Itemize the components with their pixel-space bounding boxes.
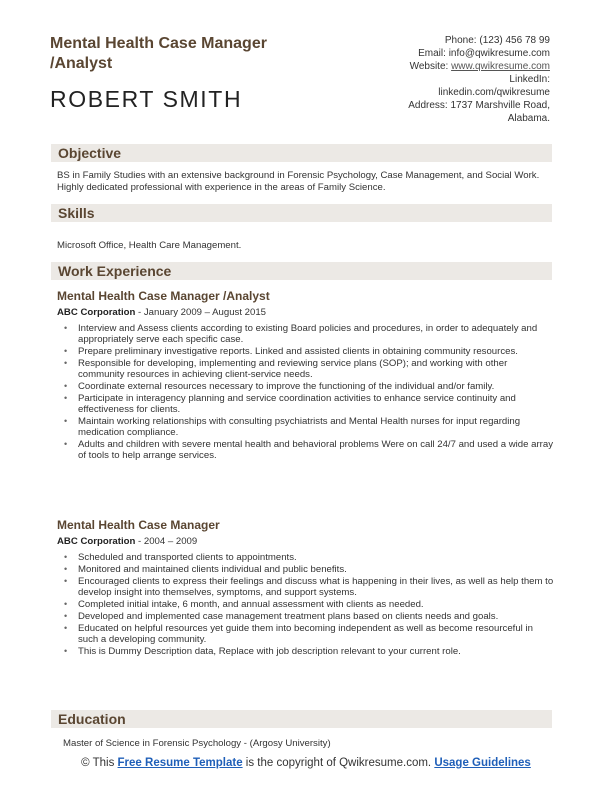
list-item: • Responsible for developing, implementing and reviewing service plans (SOP); and working with other community resources in achieving client-service needs. — [57, 358, 554, 380]
skills-text: Microsoft Office, Health Care Management. — [57, 240, 242, 251]
list-item: • Developed and implemented case management treatment plans based on clients needs and goals. — [57, 611, 554, 622]
list-item: • Prepare preliminary investigative reports. Linked and assisted clients in obtaining community resources. — [57, 346, 554, 357]
job2-title: Mental Health Case Manager — [57, 518, 220, 532]
linkedin-label: LinkedIn: — [509, 74, 550, 85]
job1-bullets — [57, 323, 554, 462]
job1-company-line — [57, 307, 266, 318]
contact-phone — [330, 34, 550, 47]
footer-middle: is the copyright of Qwikresume.com. — [242, 757, 435, 769]
list-item: • Participate in interagency planning and service coordination activities to enhance service continuity and effectiveness for clients. — [57, 393, 554, 415]
address-label: Address: — [408, 100, 448, 111]
job2-company: ABC Corporation — [57, 536, 136, 547]
free-resume-template-link[interactable]: Free Resume Template — [117, 757, 243, 769]
contact-block — [330, 34, 550, 125]
address-line2: Alabama. — [507, 113, 550, 124]
copyright-footer — [0, 757, 612, 770]
job2-company-line — [57, 536, 197, 547]
list-item: • Encouraged clients to express their feelings and discuss what is happening in their lives, as well as help them to develop insight into themselves, symptoms, and support systems. — [57, 576, 554, 598]
candidate-name: ROBERT SMITH — [50, 86, 243, 112]
contact-website — [330, 60, 550, 73]
linkedin-value: linkedin.com/qwikresume — [438, 87, 550, 98]
contact-email — [330, 47, 550, 60]
email-value: info@qwikresume.com — [448, 48, 550, 59]
objective-text: BS in Family Studies with an extensive background in Forensic Psychology, Case Management, and Social Work. Highly dedicated professional with experience in the areas of Family Science. — [57, 170, 540, 193]
work-heading: Work Experience — [58, 263, 172, 279]
website-label: Website: — [409, 61, 449, 72]
education-heading: Education — [58, 711, 126, 727]
phone-value: (123) 456 78 99 — [479, 35, 550, 46]
email-label: Email: — [418, 48, 446, 59]
job1-dates: - January 2009 – August 2015 — [135, 307, 267, 318]
list-item: • This is Dummy Description data, Replace with job description relevant to your current role. — [57, 646, 554, 657]
list-item: • Educated on helpful resources yet guide them into becoming independent as well as become resourceful in such a developing community. — [57, 623, 554, 645]
education-text: Master of Science in Forensic Psychology - (Argosy University) — [63, 738, 331, 749]
list-item: • Completed initial intake, 6 month, and annual assessment with clients as needed. — [57, 599, 554, 610]
list-item: • Maintain working relationships with consulting psychiatrists and Mental Health nurses for input regarding medication compliance. — [57, 416, 554, 438]
list-item: • Scheduled and transported clients to appointments. — [57, 552, 554, 563]
job-title-line1: Mental Health Case Manager — [50, 35, 267, 52]
list-item: • Interview and Assess clients according to existing Board policies and procedures, in order to adequately and appropriately serve each specific case. — [57, 323, 554, 345]
job1-title: Mental Health Case Manager /Analyst — [57, 289, 270, 303]
job2-bullets — [57, 552, 554, 658]
phone-label: Phone: — [444, 35, 477, 46]
work-section-header — [51, 262, 552, 280]
objective-section-header — [51, 144, 552, 162]
skills-section-header — [51, 204, 552, 222]
job1-company: ABC Corporation — [57, 307, 136, 318]
usage-guidelines-link[interactable]: Usage Guidelines — [434, 757, 531, 769]
list-item: • Adults and children with severe mental health and behavioral problems Were on call 24/7 and used a wide array of tools to help arrange services. — [57, 439, 554, 461]
skills-heading: Skills — [58, 205, 95, 221]
list-item: • Coordinate external resources necessary to improve the functioning of the individual and/or family. — [57, 381, 554, 392]
resume-job-title — [50, 34, 350, 74]
website-link[interactable]: www.qwikresume.com — [451, 61, 550, 72]
address-line1: 1737 Marshville Road, — [450, 100, 550, 111]
footer-prefix: © This — [81, 757, 118, 769]
objective-heading: Objective — [58, 145, 122, 161]
job-title-line2: /Analyst — [50, 55, 113, 72]
education-section-header — [51, 710, 552, 728]
job2-dates: - 2004 – 2009 — [135, 536, 198, 547]
contact-address — [330, 99, 550, 112]
list-item: • Monitored and maintained clients individual and public benefits. — [57, 564, 554, 575]
